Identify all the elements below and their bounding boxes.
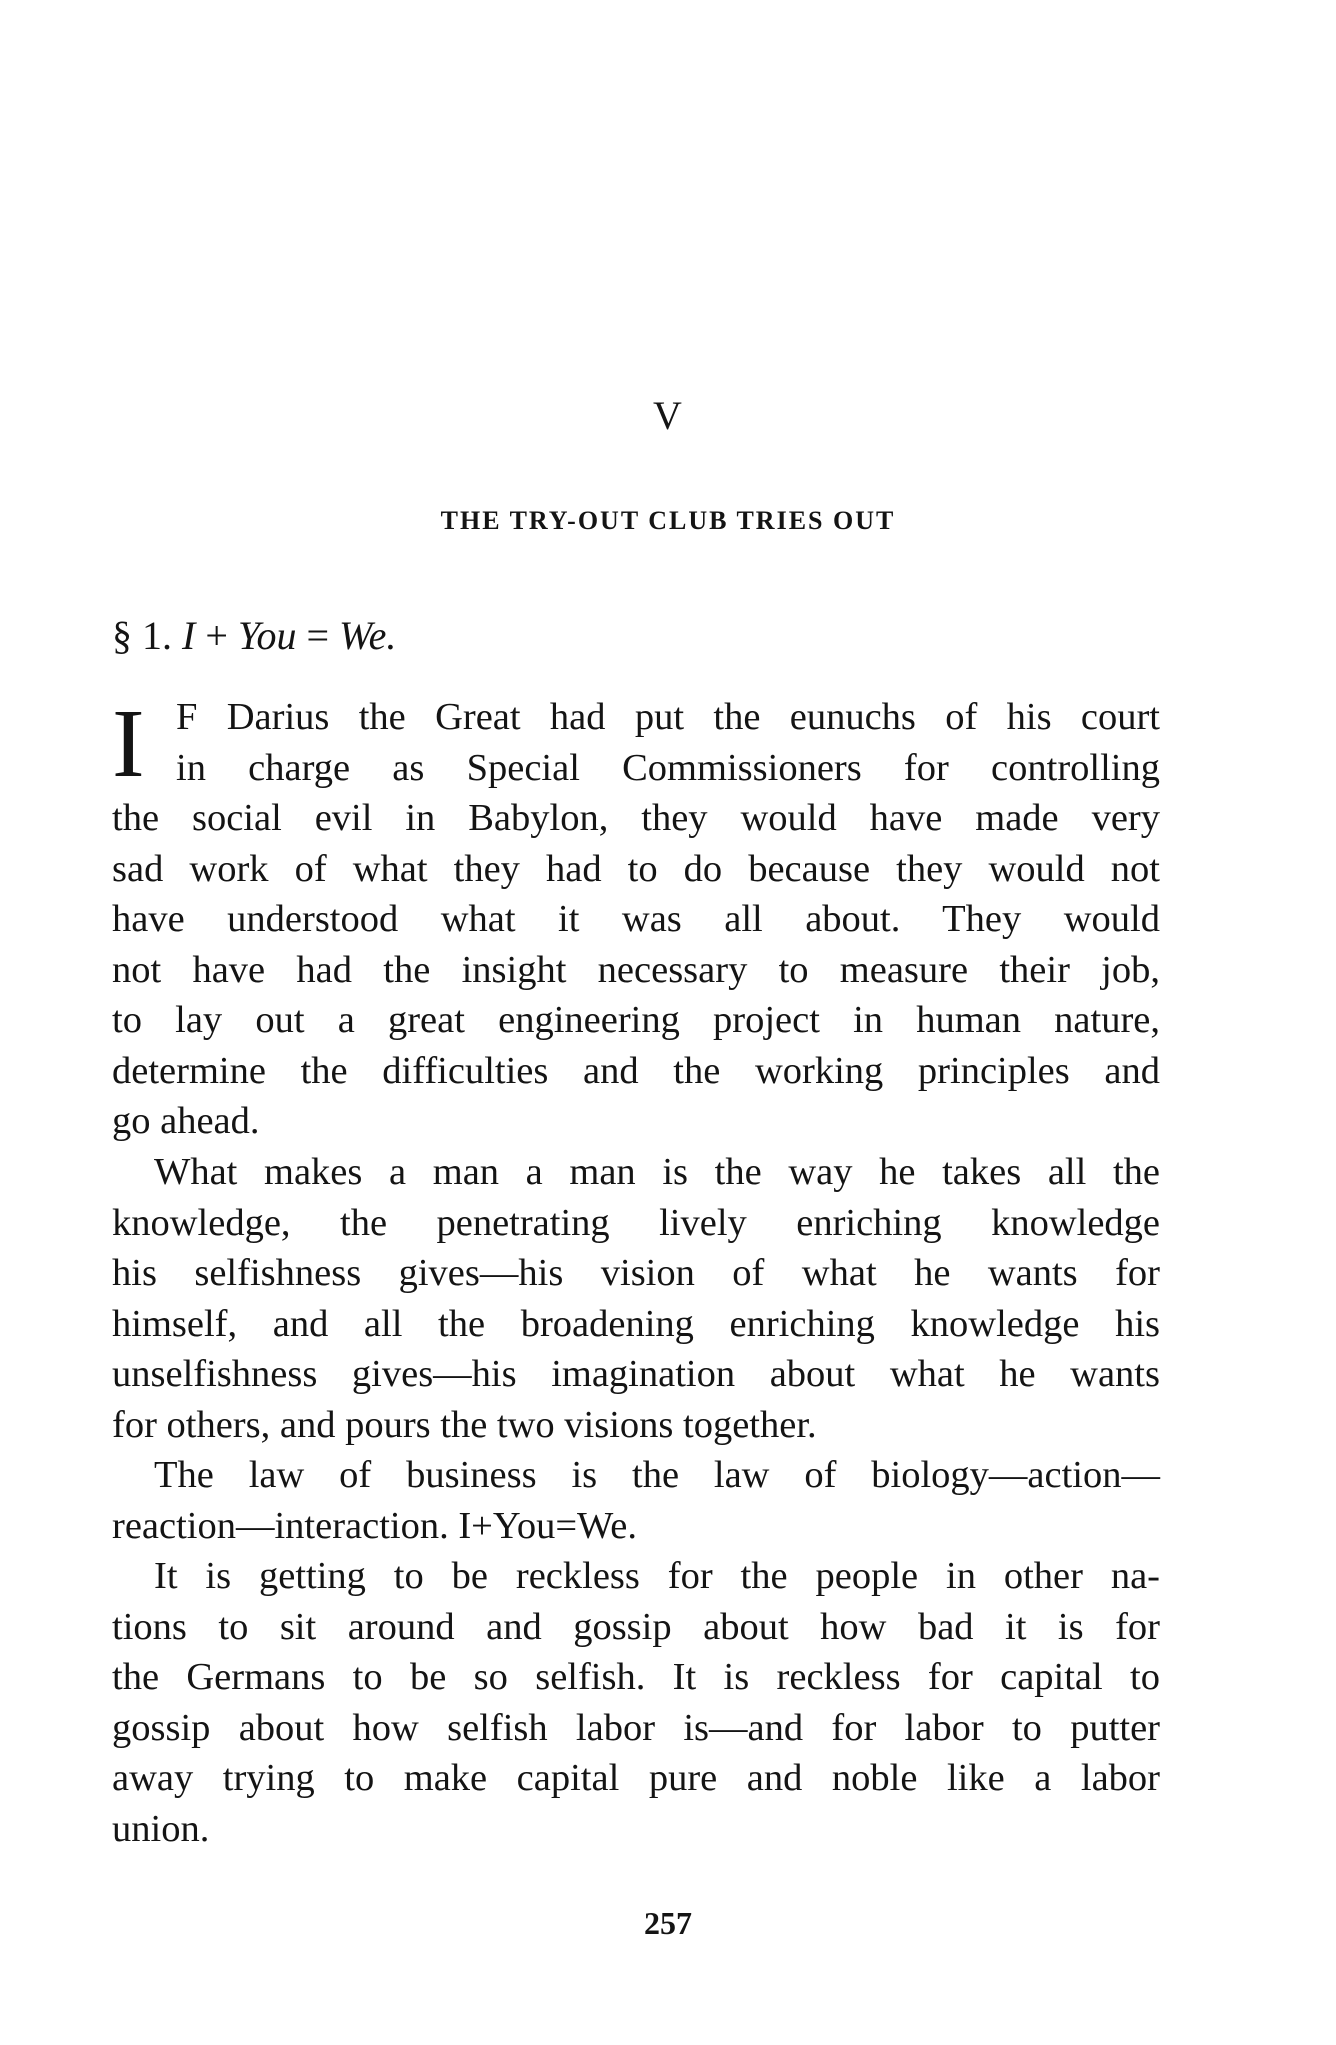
paragraph-3	[112, 1450, 1160, 1551]
section-marker: § 1.	[112, 613, 172, 658]
paragraph-line: sad work of what they had to do because they would not	[112, 847, 1160, 890]
paragraph-line: knowledge, the penetrating lively enriching knowledge	[112, 1201, 1160, 1244]
section-equation-plus: +	[205, 613, 228, 658]
paragraph-line: not have had the insight necessary to measure their job,	[112, 948, 1160, 991]
paragraph-line: tions to sit around and gossip about how bad it is for	[112, 1605, 1160, 1648]
page-number: 257	[644, 1905, 692, 1941]
section-equation-you: You	[237, 613, 297, 658]
paragraph-2	[112, 1147, 1160, 1450]
paragraph-1	[112, 692, 1160, 1147]
chapter-title: THE TRY-OUT CLUB TRIES OUT	[440, 506, 896, 535]
paragraph-line: determine the difficulties and the working principles and	[112, 1049, 1160, 1092]
paragraph-line: away trying to make capital pure and noble like a labor	[112, 1757, 1160, 1799]
drop-cap: I	[112, 690, 145, 798]
chapter-number: V	[653, 393, 683, 438]
paragraph-line: himself, and all the broadening enriching knowledge his	[112, 1302, 1160, 1345]
section-equation-i: I	[182, 613, 196, 658]
paragraph-line: the social evil in Babylon, they would have made very	[112, 797, 1160, 839]
paragraph-line: F Darius the Great had put the eunuchs of his court	[176, 696, 1160, 738]
paragraph-line: reaction—interaction. I+You=We.	[112, 1504, 638, 1547]
paragraph-line: unselfishness gives—his imagination about what he wants	[112, 1353, 1160, 1395]
paragraph-line: It is getting to be reckless for the people in other na-	[154, 1555, 1160, 1597]
paragraph-line: gossip about how selfish labor is—and for labor to putter	[112, 1706, 1160, 1749]
section-equation-we: We.	[339, 613, 397, 658]
paragraph-line: go ahead.	[112, 1100, 260, 1142]
paragraph-line: the Germans to be so selfish. It is reckless for capital to	[112, 1656, 1160, 1698]
paragraph-line: in charge as Special Commissioners for controlling	[176, 746, 1160, 789]
paragraph-line: What makes a man a man is the way he takes all the	[154, 1151, 1160, 1193]
paragraph-line: The law of business is the law of biology—action—	[154, 1454, 1160, 1496]
section-equation-equals: =	[306, 613, 330, 658]
paragraph-line: his selfishness gives—his vision of what he wants for	[112, 1252, 1160, 1294]
paragraph-line: union.	[112, 1807, 210, 1850]
paragraph-4	[112, 1551, 1160, 1854]
paragraph-line: for others, and pours the two visions together.	[112, 1403, 817, 1446]
section-heading	[112, 612, 396, 659]
paragraph-line: have understood what it was all about. They would	[112, 898, 1160, 940]
paragraph-line: to lay out a great engineering project in human nature,	[112, 999, 1160, 1041]
